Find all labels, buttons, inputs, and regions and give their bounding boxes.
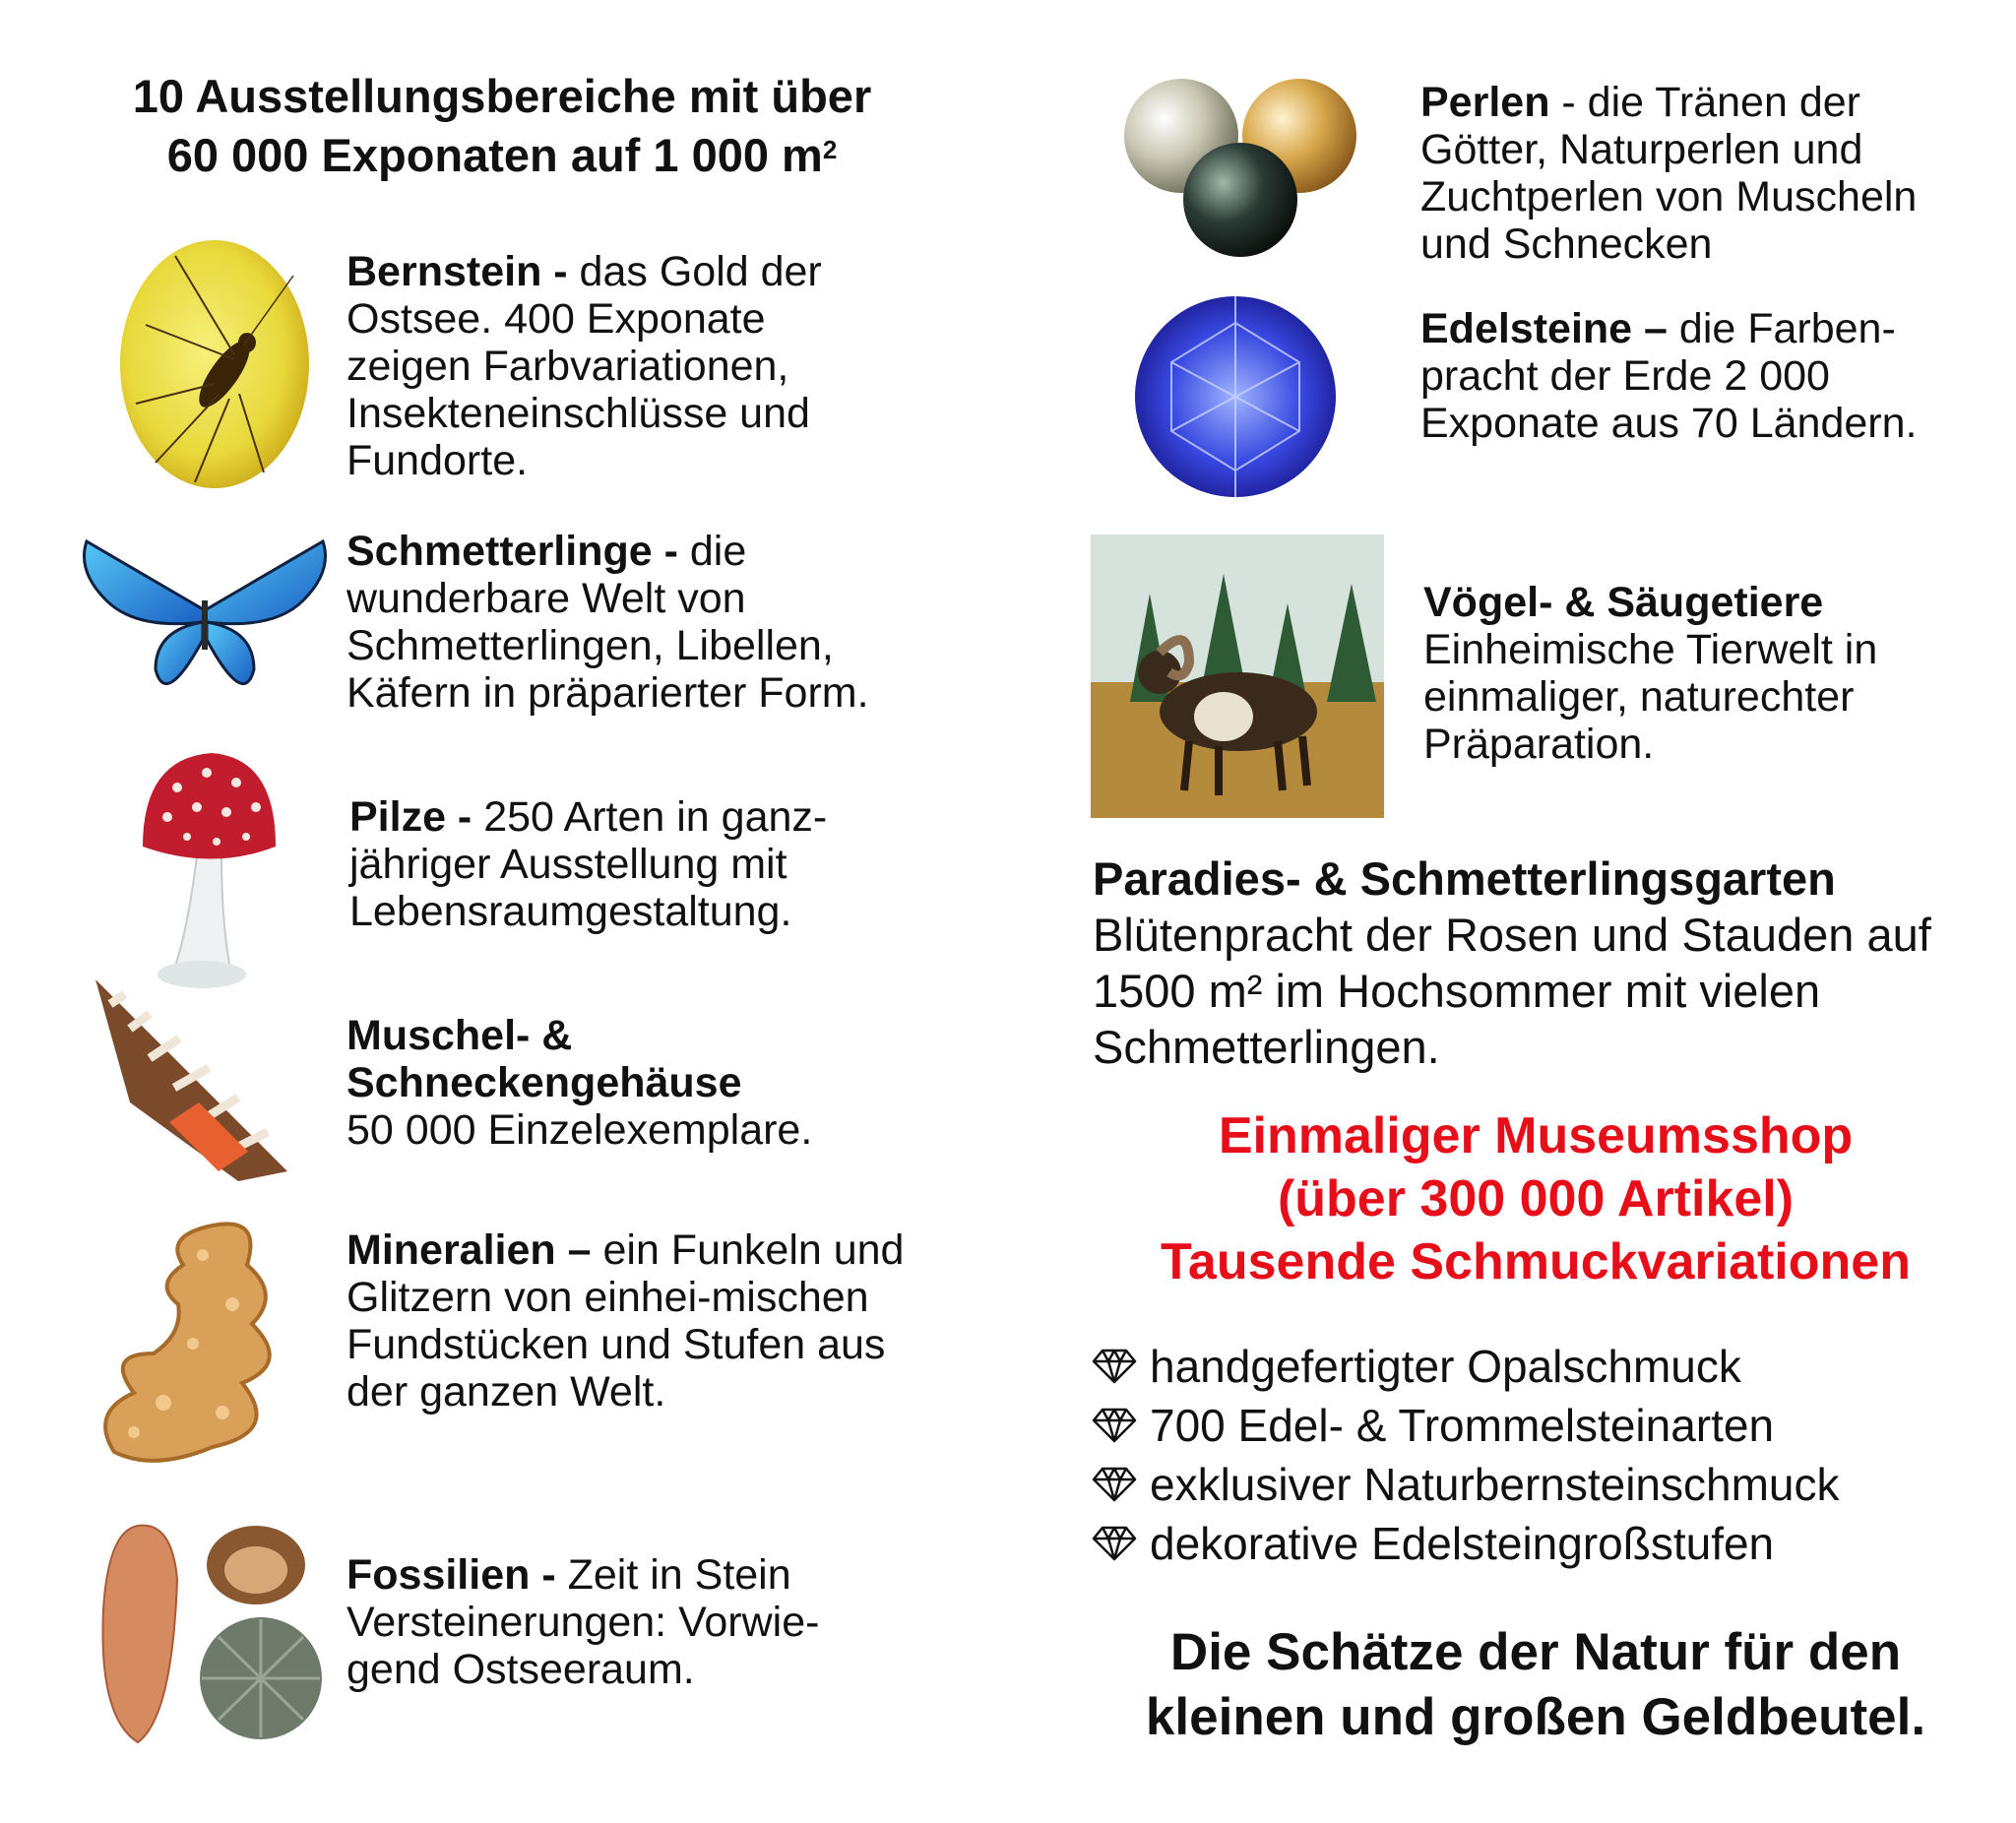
shop-section: [1073, 1104, 1998, 1293]
item-schmetterlinge-title: Schmetterlinge -: [346, 528, 678, 575]
pearls-image: [1112, 77, 1368, 264]
item-pilze: [349, 793, 901, 935]
headline-line1: 10 Ausstellungsbereiche mit über: [132, 70, 872, 122]
bullet-text: handgefertigter Opalschmuck: [1150, 1341, 1741, 1392]
bullet-text: exklusiver Naturbernsteinschmuck: [1150, 1459, 1840, 1510]
item-fossilien: [346, 1551, 898, 1693]
item-mineralien-title: Mineralien –: [346, 1226, 592, 1274]
item-bernstein-text: das Gold der Ostsee. 400 Exponate zeigen Farbvariationen, Insekteneinschlüsse und Fundorte.: [346, 248, 822, 484]
shop-line1: Einmaliger Museumsshop: [1218, 1107, 1854, 1164]
item-edelsteine-title: Edelsteine –: [1420, 305, 1668, 352]
item-edelsteine: [1420, 305, 1932, 447]
list-item: [1091, 1337, 2006, 1396]
item-muscheln-text: 50 000 Einzelexemplare.: [346, 1106, 813, 1154]
bullet-text: dekorative Edelsteingroßstufen: [1150, 1518, 1775, 1569]
item-tiere-text: Einheimische Tierwelt in einmaliger, naturechter Präparation.: [1423, 626, 1878, 768]
mushroom-image: [138, 748, 285, 1004]
item-schmetterlinge-text: die wunderbare Welt von Schmetterlingen, Libellen, Käfern in präparierter Form.: [346, 528, 869, 717]
headline-line2-wrap: [49, 126, 955, 185]
diamond-icon: [1091, 1466, 1138, 1503]
amber-insect-image: [116, 236, 313, 492]
item-edelsteine-text: die Farben-pracht der Erde 2 000 Exponate aus 70 Ländern.: [1420, 305, 1918, 447]
item-fossilien-title: Fossilien -: [346, 1551, 556, 1599]
item-schmetterlinge: [346, 528, 937, 717]
garden-title: Paradies- & Schmetterlingsgarten: [1093, 852, 1836, 905]
mineral-image: [94, 1216, 331, 1481]
item-bernstein: [346, 248, 898, 484]
headline-line2: 60 000 Exponaten auf 1 000 m: [166, 129, 823, 181]
item-bernstein-title: Bernstein -: [346, 248, 568, 295]
diamond-icon: [1091, 1348, 1138, 1385]
item-fossilien-text: Zeit in Stein Versteinerungen: Vorwie-gend Ostseeraum.: [346, 1551, 820, 1693]
closing-slogan: [1073, 1620, 1998, 1750]
shop-line3: Tausende Schmuckvariationen: [1161, 1233, 1911, 1290]
item-mineralien: [346, 1226, 917, 1415]
headline-superscript: 2: [822, 135, 838, 164]
item-muscheln-title: Muschel- & Schneckengehäuse: [346, 1012, 742, 1106]
item-perlen-title: Perlen: [1420, 79, 1550, 126]
shop-bullet-list: [1091, 1337, 2006, 1573]
item-tiere-title: Vögel- & Säugetiere: [1423, 579, 1824, 626]
fossils-image: [98, 1521, 335, 1747]
garden-text: Blütenpracht der Rosen und Stauden auf 1500 m² im Hochsommer mit vielen Schmetterlingen.: [1093, 909, 1931, 1073]
item-mineralien-text: ein Funkeln und Glitzern von einhei-mischen Fundstücken und Stufen aus der ganzen Welt.: [346, 1226, 905, 1415]
item-perlen-text: - die Tränen der Götter, Naturperlen und Zuchtperlen von Muscheln und Schnecken: [1420, 79, 1918, 268]
mouflon-image: [1091, 534, 1384, 818]
headline: [49, 67, 955, 185]
diamond-icon: [1091, 1525, 1138, 1562]
item-pilze-title: Pilze -: [349, 793, 472, 841]
butterfly-image: [77, 532, 333, 719]
closing-line1: Die Schätze der Natur für den: [1169, 1623, 1902, 1681]
item-perlen: [1420, 79, 1972, 268]
diamond-icon: [1091, 1407, 1138, 1444]
snail-shell-image: [91, 974, 297, 1191]
list-item: [1091, 1455, 2006, 1514]
list-item: [1091, 1396, 2006, 1455]
item-tiere: [1423, 579, 1975, 768]
shop-line2: (über 300 000 Artikel): [1277, 1170, 1795, 1227]
list-item: [1091, 1514, 2006, 1573]
bullet-text: 700 Edel- & Trommelsteinarten: [1150, 1400, 1775, 1451]
item-muscheln: [346, 1012, 898, 1154]
item-pilze-text: 250 Arten in ganz-jähriger Ausstellung mit Lebensraumgestaltung.: [349, 793, 828, 935]
gemstone-image: [1132, 293, 1339, 500]
closing-line2: kleinen und großen Geldbeutel.: [1145, 1688, 1926, 1746]
garden-section: [1093, 850, 2008, 1075]
